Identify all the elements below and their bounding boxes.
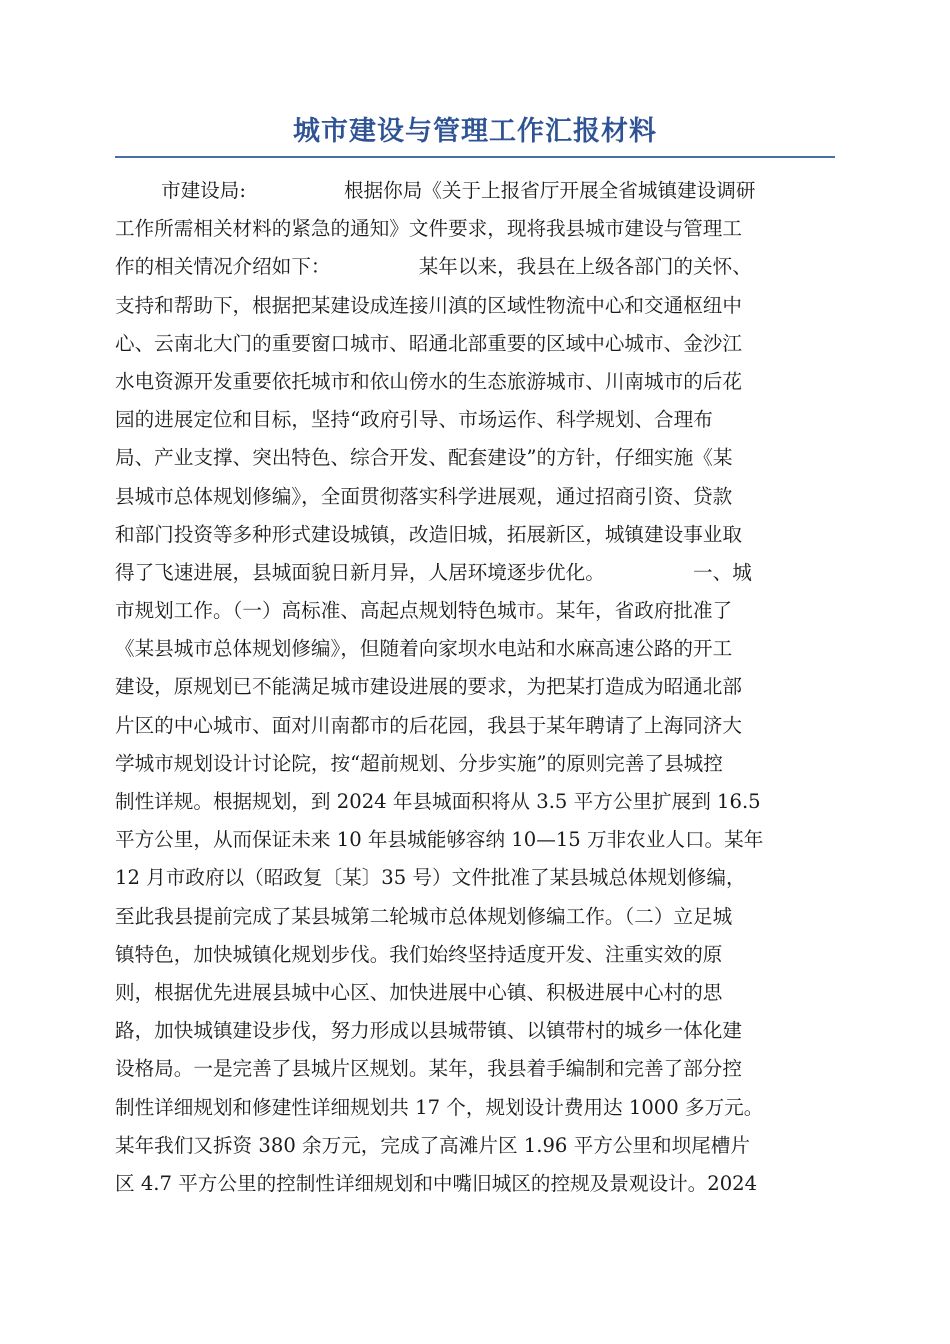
body-line: 平方公里，从而保证未来 10 年县城能够容纳 10—15 万非农业人口。某年 bbox=[115, 828, 764, 852]
body-line: 区 4.7 平方公里的控制性详细规划和中嘴旧城区的控规及景观设计。2024 bbox=[115, 1171, 758, 1195]
body-line: 则，根据优先进展县城中心区、加快进展中心镇、积极进展中心村的思 bbox=[115, 980, 723, 1004]
body-line: 支持和帮助下，根据把某建设成连接川滇的区域性物流中心和交通枢纽中 bbox=[115, 293, 742, 317]
document-title: 城市建设与管理工作汇报材料 bbox=[293, 116, 657, 147]
body-line: 某年我们又拆资 380 余万元，完成了高滩片区 1.96 平方公里和坝尾槽片 bbox=[115, 1133, 750, 1157]
body-line: 县城市总体规划修编》，全面贯彻落实科学进展观，通过招商引资、贷款 bbox=[115, 484, 733, 508]
body-line: 制性详细规划和修建性详细规划共 17 个，规划设计费用达 1000 多万元。 bbox=[115, 1095, 764, 1119]
body-line: 心、云南北大门的重要窗口城市、昭通北部重要的区域中心城市、金沙江 bbox=[115, 331, 742, 355]
body-line: 得了飞速进展，县城面貌日新月异，人居环境逐步优化。 一、城 bbox=[115, 560, 752, 584]
body-line: 园的进展定位和目标，坚持“政府引导、市场运作、科学规划、合理布 bbox=[115, 408, 713, 432]
body-line: 工作所需相关材料的紧急的通知》文件要求，现将我县城市建设与管理工 bbox=[115, 217, 742, 241]
body-line: 市规划工作。（一）高标准、高起点规划特色城市。某年，省政府批准了 bbox=[115, 599, 733, 623]
body-line: 市建设局: 根据你局《关于上报省厅开展全省城镇建设调研 bbox=[161, 179, 756, 202]
body-line: 学城市规划设计讨论院，按“超前规划、分步实施”的原则完善了县城控 bbox=[115, 751, 723, 775]
body-line: 镇特色，加快城镇化规划步伐。我们始终坚持适度开发、注重实效的原 bbox=[115, 942, 723, 966]
body-line: 片区的中心城市、面对川南都市的后花园，我县于某年聘请了上海同济大 bbox=[115, 713, 742, 737]
body-line: 局、产业支撑、突出特色、综合开发、配套建设”的方针，仔细实施《某 bbox=[115, 446, 733, 470]
body-line: 设格局。一是完善了县城片区规划。某年，我县着手编制和完善了部分控 bbox=[115, 1057, 742, 1081]
body-line: 水电资源开发重要依托城市和依山傍水的生态旅游城市、川南城市的后花 bbox=[115, 369, 742, 393]
body-line: 制性详规。根据规划，到 2024 年县城面积将从 3.5 平方公里扩展到 16.5 bbox=[115, 790, 761, 813]
body-line: 12 月市政府以（昭政复〔某〕35 号）文件批准了某县城总体规划修编， bbox=[115, 866, 746, 890]
body-line: 《某县城市总体规划修编》，但随着向家坝水电站和水麻高速公路的开工 bbox=[115, 637, 733, 661]
body-line: 作的相关情况介绍如下： 某年以来，我县在上级各部门的关怀、 bbox=[115, 255, 752, 279]
title-block bbox=[115, 112, 835, 158]
document-body bbox=[115, 172, 835, 1203]
body-line: 至此我县提前完成了某县城第二轮城市总体规划修编工作。（二）立足城 bbox=[115, 904, 733, 928]
body-line: 和部门投资等多种形式建设城镇，改造旧城，拓展新区，城镇建设事业取 bbox=[115, 522, 742, 546]
body-line: 建设，原规划已不能满足城市建设进展的要求，为把某打造成为昭通北部 bbox=[115, 675, 742, 699]
body-line: 路，加快城镇建设步伐，努力形成以县城带镇、以镇带村的城乡一体化建 bbox=[115, 1019, 742, 1043]
